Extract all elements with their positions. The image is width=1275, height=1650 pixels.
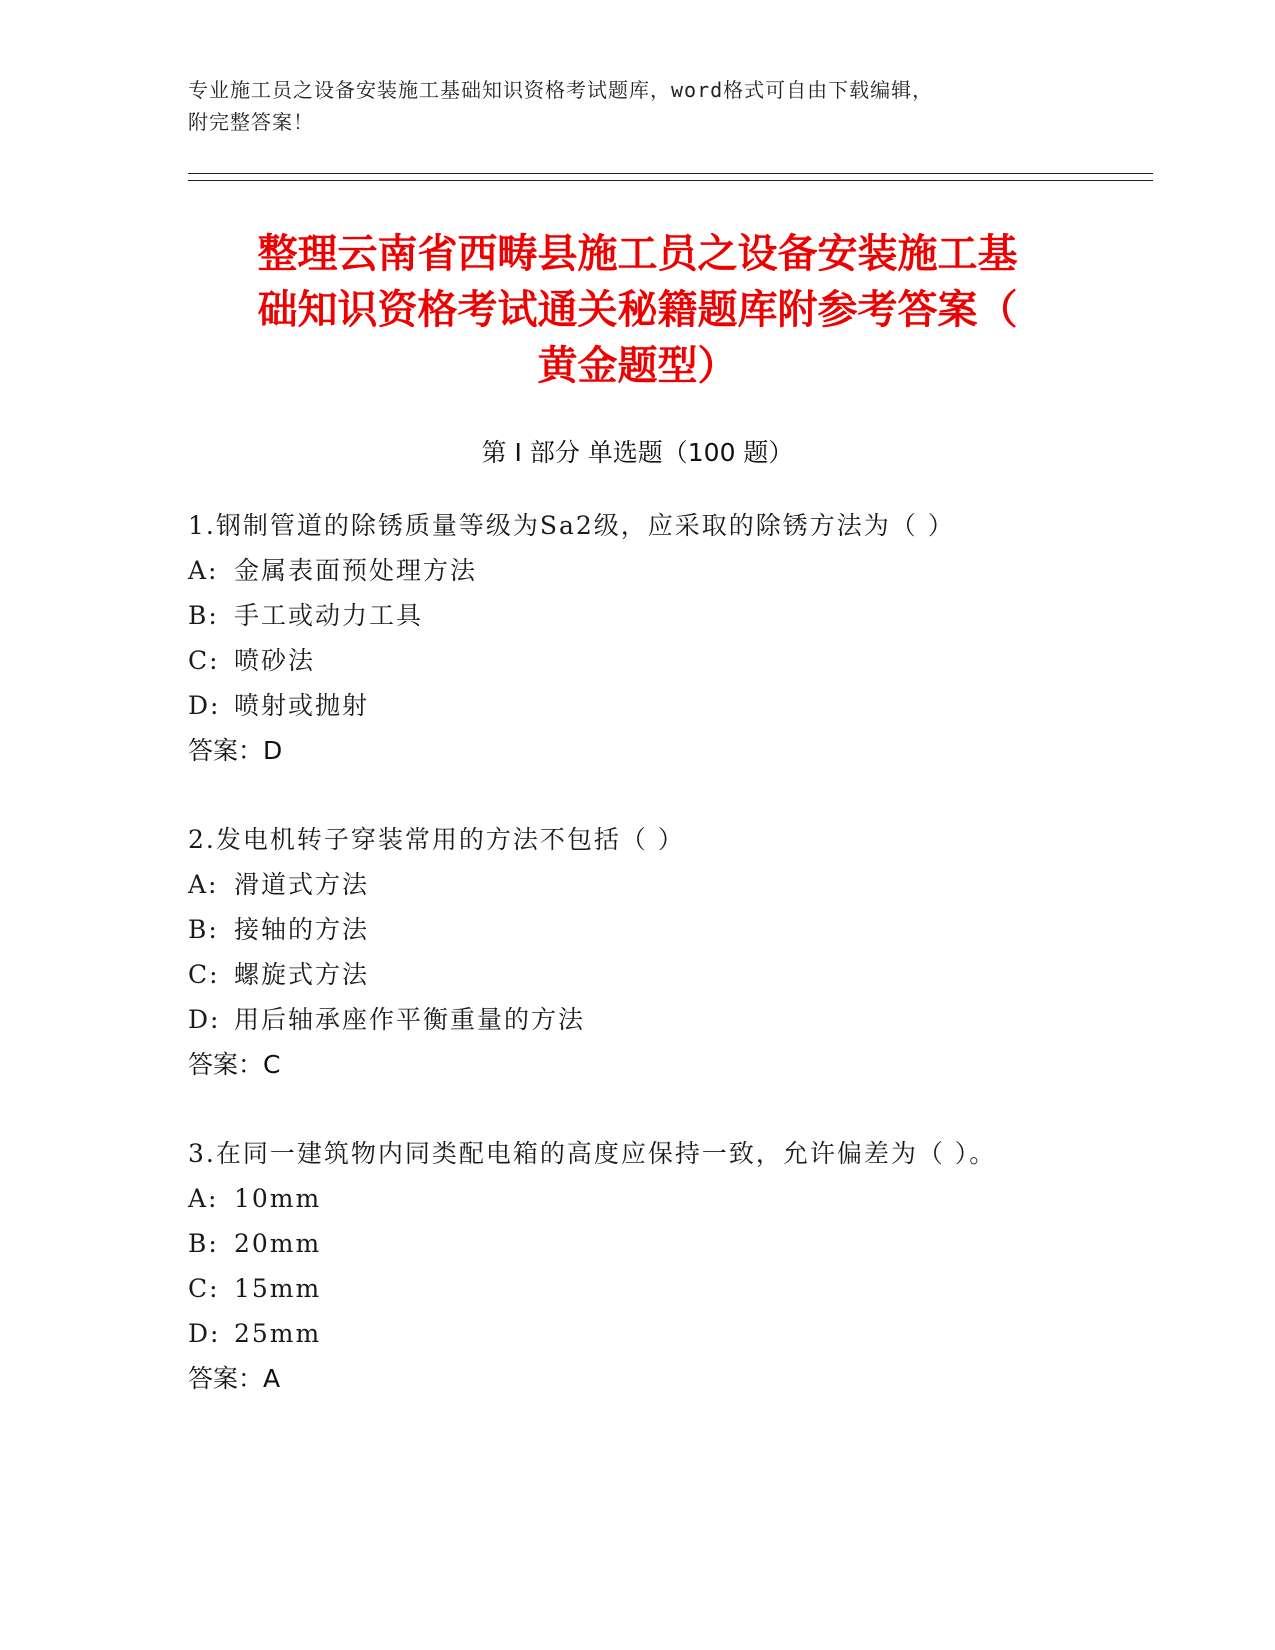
- option-text: 滑道式方法: [234, 870, 370, 899]
- answer-line: 答案：A: [188, 1364, 281, 1393]
- option-d: [188, 683, 1108, 728]
- option-d: [188, 997, 1108, 1042]
- question-1: [188, 503, 1108, 773]
- option-a: [188, 1176, 1108, 1221]
- option-letter: D:: [188, 1319, 221, 1348]
- option-text: 手工或动力工具: [234, 601, 424, 630]
- option-a: [188, 862, 1108, 907]
- option-text: 螺旋式方法: [234, 960, 370, 989]
- answer-line: 答案：D: [188, 736, 283, 765]
- option-text: 25mm: [234, 1319, 322, 1348]
- option-c: [188, 952, 1108, 997]
- option-letter: A:: [188, 870, 219, 899]
- option-letter: A:: [188, 556, 219, 585]
- header-divider-bottom: [188, 180, 1153, 181]
- header-note-line-1: 专业施工员之设备安装施工基础知识资格考试题库，word格式可自由下载编辑，: [188, 78, 934, 102]
- option-letter: A:: [188, 1184, 219, 1213]
- option-text: 10mm: [234, 1184, 322, 1213]
- option-b: [188, 1221, 1108, 1266]
- option-text: 金属表面预处理方法: [234, 556, 478, 585]
- document-title-line-1: 整理云南省西畴县施工员之设备安装施工基: [257, 231, 1018, 277]
- option-letter: B:: [188, 601, 219, 630]
- option-c: [188, 1266, 1108, 1311]
- option-letter: C:: [188, 960, 220, 989]
- option-d: [188, 1311, 1108, 1356]
- document-title: [190, 226, 1085, 394]
- question-2: [188, 817, 1108, 1087]
- header-divider-top: [188, 173, 1153, 174]
- option-b: [188, 907, 1108, 952]
- option-text: 15mm: [234, 1274, 322, 1303]
- document-title-line-2: 础知识资格考试通关秘籍题库附参考答案（: [257, 287, 1018, 333]
- option-text: 接轴的方法: [234, 915, 370, 944]
- option-text: 喷砂法: [234, 646, 316, 675]
- answer-line: 答案：C: [188, 1050, 281, 1079]
- option-c: [188, 638, 1108, 683]
- option-text: 20mm: [234, 1229, 322, 1258]
- question-3: [188, 1131, 1108, 1401]
- option-letter: C:: [188, 646, 220, 675]
- option-letter: B:: [188, 1229, 219, 1258]
- option-letter: D:: [188, 691, 221, 720]
- header-note-line-2: 附完整答案！: [188, 110, 314, 134]
- option-letter: B:: [188, 915, 219, 944]
- header-note: [188, 74, 1068, 138]
- question-text: 1.钢制管道的除锈质量等级为Sa2级，应采取的除锈方法为（ ）: [188, 511, 955, 540]
- option-letter: C:: [188, 1274, 220, 1303]
- option-text: 用后轴承座作平衡重量的方法: [234, 1005, 586, 1034]
- option-b: [188, 593, 1108, 638]
- question-text: 3.在同一建筑物内同类配电箱的高度应保持一致，允许偏差为（ ）。: [188, 1139, 997, 1168]
- document-title-line-3: 黄金题型）: [537, 343, 738, 389]
- option-letter: D:: [188, 1005, 221, 1034]
- option-a: [188, 548, 1108, 593]
- question-text: 2.发电机转子穿装常用的方法不包括（ ）: [188, 825, 685, 854]
- option-text: 喷射或抛射: [234, 691, 370, 720]
- section-heading: 第 I 部分 单选题（100 题）: [481, 438, 794, 467]
